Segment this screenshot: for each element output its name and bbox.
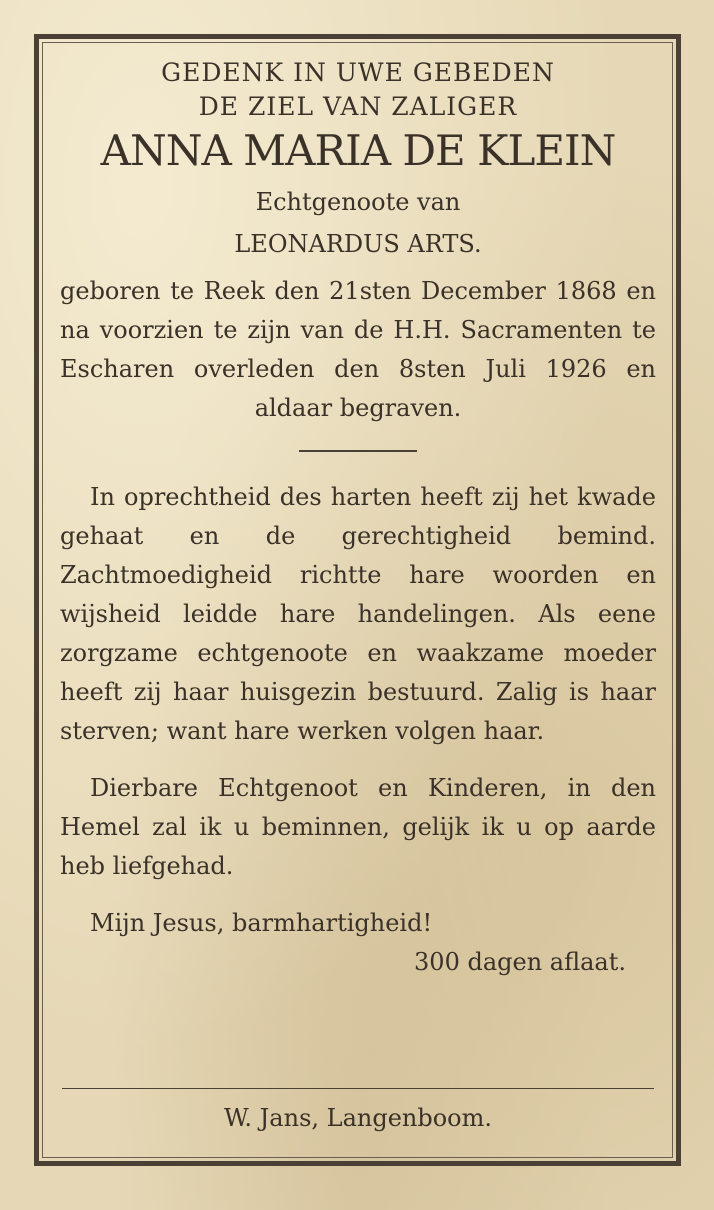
farewell-paragraph: Dierbare Echtgenoot en Kinderen, in den Hemel zal ik u beminnen, gelijk ik u op aarde heb liefgehad. xyxy=(60,774,656,880)
card-content xyxy=(60,56,656,982)
printer-credit: W. Jans, Langenboom. xyxy=(223,1104,493,1132)
spouse-name: LEONARDUS ARTS. xyxy=(234,230,482,258)
bottom-rule xyxy=(62,1088,654,1089)
deceased-name: ANNA MARIA DE KLEIN xyxy=(100,126,616,175)
divider-line xyxy=(299,450,417,452)
heading-line-2: DE ZIEL VAN ZALIGER xyxy=(198,92,518,121)
heading-line-1: GEDENK IN UWE GEBEDEN xyxy=(161,58,555,87)
biography: geboren te Reek den 21sten December 1868 en na voorzien te zijn van de H.H. Sacramenten te Escharen overleden den 8sten Juli 1926 en aldaar begraven. xyxy=(60,277,656,422)
indulgence-line: 300 dagen aflaat. xyxy=(414,948,626,976)
spouse-label: Echtgenoote van xyxy=(255,188,461,216)
eulogy-paragraph: In oprechtheid des harten heeft zij het kwade gehaat en de gerechtigheid bemind. Zachtmoedigheid richtte hare woorden en wijsheid leidde hare handelingen. Als eene zorgzame echtgenoote en waakzame moeder heeft zij haar huisgezin bestuurd. Zalig is haar sterven; want hare werken volgen haar. xyxy=(60,483,656,745)
prayer-line: Mijn Jesus, barmhartigheid! xyxy=(90,909,433,937)
